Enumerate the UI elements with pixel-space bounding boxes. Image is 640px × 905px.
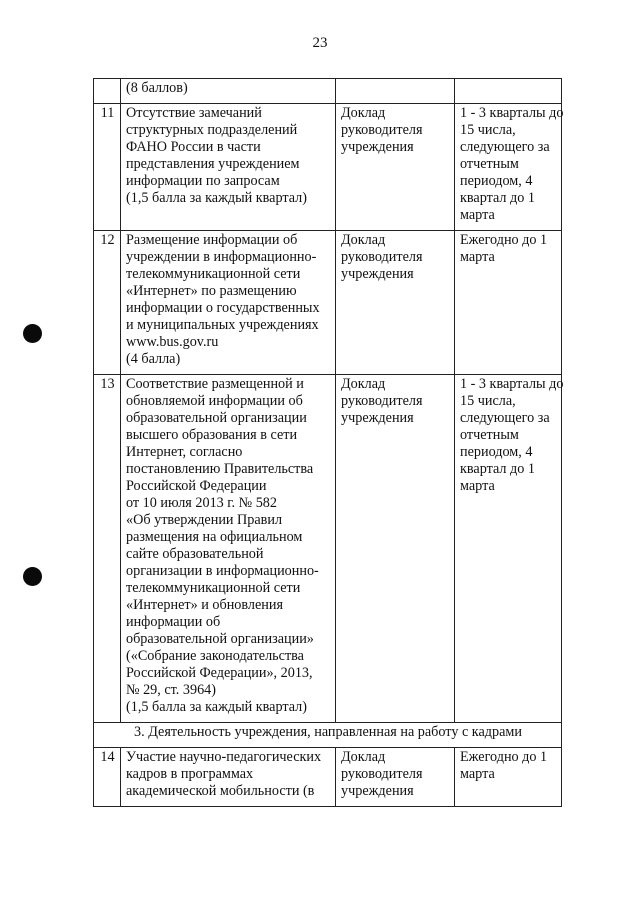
criterion-cell-line: Размещение информации об bbox=[126, 232, 298, 248]
criterion-cell-line: Российской Федерации bbox=[126, 478, 267, 494]
criterion-cell-line: образовательной организации bbox=[126, 410, 307, 426]
deadline-cell-line: 1 - 3 кварталы до bbox=[460, 376, 564, 392]
report-cell bbox=[336, 104, 455, 231]
report-cell bbox=[336, 79, 455, 104]
criterion-cell-line: от 10 июля 2013 г. № 582 bbox=[126, 495, 277, 511]
criterion-cell-line: телекоммуникационной сети bbox=[126, 580, 301, 596]
deadline-cell-line: марта bbox=[460, 207, 495, 223]
deadline-cell bbox=[455, 375, 562, 723]
criterion-cell-line: Российской Федерации», 2013, bbox=[126, 665, 313, 681]
criterion-cell-line: www.bus.gov.ru bbox=[126, 334, 219, 350]
deadline-cell-line: 15 числа, bbox=[460, 122, 516, 138]
criterion-cell-line: размещения на официальном bbox=[126, 529, 303, 545]
deadline-cell bbox=[455, 79, 562, 104]
criterion-cell-line: организации в информационно- bbox=[126, 563, 319, 579]
deadline-cell-line: квартал до 1 bbox=[460, 190, 535, 206]
criterion-cell-line: постановлению Правительства bbox=[126, 461, 314, 477]
criterion-cell-line: «Интернет» по размещению bbox=[126, 283, 297, 299]
report-cell-line: Доклад bbox=[341, 105, 386, 121]
deadline-cell-line: квартал до 1 bbox=[460, 461, 535, 477]
criteria-table bbox=[93, 78, 562, 807]
report-cell-line: руководителя bbox=[341, 249, 423, 265]
criterion-cell bbox=[121, 231, 336, 375]
criterion-cell-line: «Об утверждении Правил bbox=[126, 512, 283, 528]
report-cell-line: учреждения bbox=[341, 266, 414, 282]
criterion-cell-line: Интернет, согласно bbox=[126, 444, 243, 460]
deadline-cell-line: Ежегодно до 1 bbox=[460, 232, 548, 248]
criterion-cell-line: Отсутствие замечаний bbox=[126, 105, 262, 121]
criterion-cell-line: информации по запросам bbox=[126, 173, 280, 189]
punch-hole-bottom bbox=[23, 567, 42, 586]
criterion-cell bbox=[121, 375, 336, 723]
criterion-cell-line: ФАНО России в части bbox=[126, 139, 261, 155]
deadline-cell-line: 15 числа, bbox=[460, 393, 516, 409]
row-number: 14 bbox=[94, 748, 121, 807]
criterion-cell-line: кадров в программах bbox=[126, 766, 254, 782]
deadline-cell bbox=[455, 231, 562, 375]
report-cell-line: Доклад bbox=[341, 232, 386, 248]
row-number: 11 bbox=[94, 104, 121, 231]
criterion-cell-line: (1,5 балла за каждый квартал) bbox=[126, 699, 307, 715]
criterion-cell-line: телекоммуникационной сети bbox=[126, 266, 301, 282]
criterion-cell-line: («Собрание законодательства bbox=[126, 648, 304, 664]
deadline-cell-line: периодом, 4 bbox=[460, 173, 533, 189]
deadline-cell bbox=[455, 104, 562, 231]
report-cell bbox=[336, 231, 455, 375]
deadline-cell bbox=[455, 748, 562, 807]
criterion-cell-line: и муниципальных учреждениях bbox=[126, 317, 319, 333]
deadline-cell-line: отчетным bbox=[460, 156, 519, 172]
row-number: 13 bbox=[94, 375, 121, 723]
table-row bbox=[94, 231, 562, 375]
criterion-cell-line: обновляемой информации об bbox=[126, 393, 303, 409]
report-cell-line: учреждения bbox=[341, 410, 414, 426]
deadline-cell-line: марта bbox=[460, 766, 495, 782]
table-row bbox=[94, 375, 562, 723]
deadline-cell-line: отчетным bbox=[460, 427, 519, 443]
deadline-cell-line: 1 - 3 кварталы до bbox=[460, 105, 564, 121]
table-row bbox=[94, 748, 562, 807]
section-header-row bbox=[94, 723, 562, 748]
table-row bbox=[94, 104, 562, 231]
deadline-cell-line: марта bbox=[460, 249, 495, 265]
criterion-cell-line: № 29, ст. 3964) bbox=[126, 682, 216, 698]
row-number bbox=[94, 79, 121, 104]
criterion-cell-line: информации о государственных bbox=[126, 300, 320, 316]
criterion-cell bbox=[121, 79, 336, 104]
punch-hole-top bbox=[23, 324, 42, 343]
report-cell-line: учреждения bbox=[341, 139, 414, 155]
criterion-cell-line: академической мобильности (в bbox=[126, 783, 315, 799]
criterion-cell-line: представления учреждением bbox=[126, 156, 300, 172]
criterion-cell-line: информации об bbox=[126, 614, 221, 630]
table-row bbox=[94, 79, 562, 104]
criterion-cell-line: структурных подразделений bbox=[126, 122, 298, 138]
report-cell-line: руководителя bbox=[341, 393, 423, 409]
criterion-cell-line: учреждении в информационно- bbox=[126, 249, 317, 265]
deadline-cell-line: Ежегодно до 1 bbox=[460, 749, 548, 765]
deadline-cell-line: марта bbox=[460, 478, 495, 494]
deadline-cell-line: следующего за bbox=[460, 139, 550, 155]
criterion-cell bbox=[121, 748, 336, 807]
report-cell-line: руководителя bbox=[341, 766, 423, 782]
report-cell bbox=[336, 748, 455, 807]
deadline-cell-line: периодом, 4 bbox=[460, 444, 533, 460]
criterion-cell-line: (4 балла) bbox=[126, 351, 181, 367]
report-cell bbox=[336, 375, 455, 723]
criterion-cell bbox=[121, 104, 336, 231]
criterion-cell-line: сайте образовательной bbox=[126, 546, 264, 562]
report-cell-line: Доклад bbox=[341, 749, 386, 765]
row-number: 12 bbox=[94, 231, 121, 375]
criterion-cell-line: образовательной организации» bbox=[126, 631, 314, 647]
report-cell-line: Доклад bbox=[341, 376, 386, 392]
criterion-cell-line: «Интернет» и обновления bbox=[126, 597, 283, 613]
criterion-cell-line: Соответствие размещенной и bbox=[126, 376, 304, 392]
report-cell-line: руководителя bbox=[341, 122, 423, 138]
deadline-cell-line: следующего за bbox=[460, 410, 550, 426]
criterion-cell-line: Участие научно-педагогических bbox=[126, 749, 322, 765]
criterion-cell-line: высшего образования в сети bbox=[126, 427, 298, 443]
criterion-cell-line: (1,5 балла за каждый квартал) bbox=[126, 190, 307, 206]
report-cell-line: учреждения bbox=[341, 783, 414, 799]
section-title: 3. Деятельность учреждения, направленная на работу с кадрами bbox=[94, 723, 562, 748]
criterion-cell-line: (8 баллов) bbox=[126, 80, 188, 96]
page-number: 23 bbox=[312, 35, 328, 51]
